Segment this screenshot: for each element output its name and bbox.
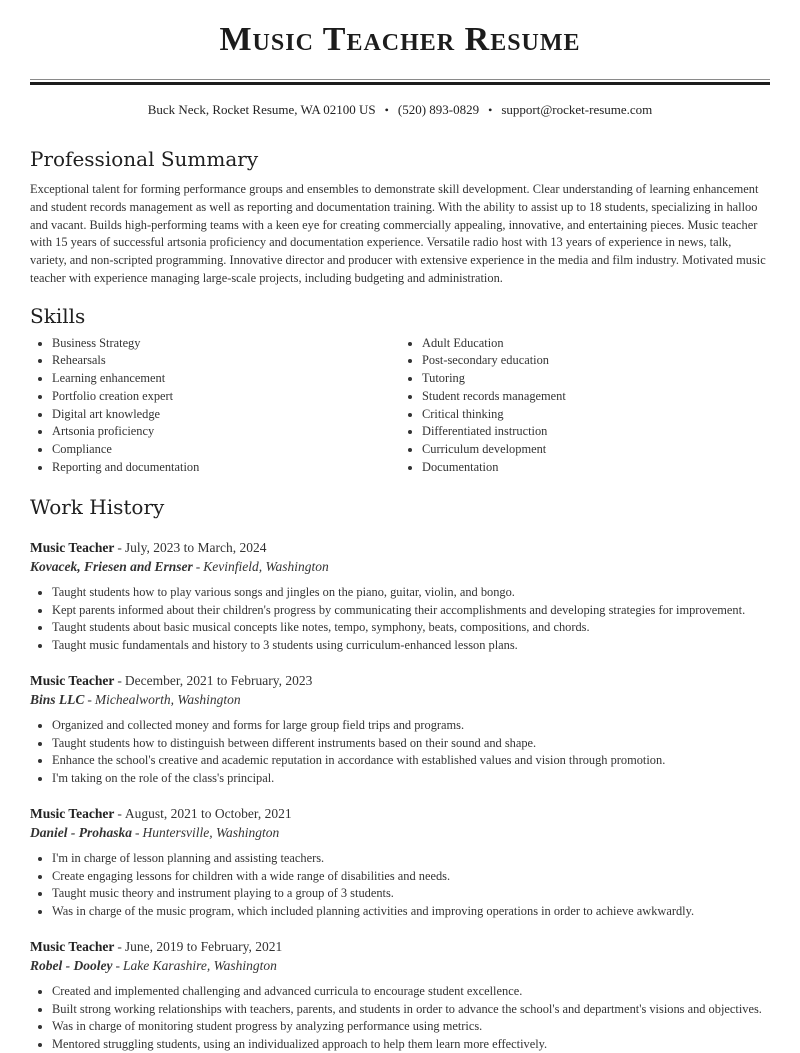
contact-phone: (520) 893-0829 (397, 102, 480, 117)
job-bullet: • Taught music theory and instrument playing to a group of 3 students. (52, 885, 770, 903)
job-bullet: • Was in charge of monitoring student progress by analyzing performance using metrics. (52, 1018, 770, 1036)
skills-column-right (400, 335, 770, 477)
job-bullet: • Taught students about basic musical concepts like notes, tempo, symphony, beats, compositions, and chords. (52, 619, 770, 637)
skill-item: • Post-secondary education (422, 352, 770, 370)
skill-item: • Differentiated instruction (422, 423, 770, 441)
job-bullet: • Organized and collected money and forms for large group field trips and programs. (52, 717, 770, 735)
job-company-line (30, 823, 770, 842)
job-company: Daniel - Prohaska (30, 825, 133, 841)
skill-item: • Digital art knowledge (52, 406, 400, 424)
job-title: Music Teacher (30, 540, 115, 556)
work-history-list (30, 539, 770, 1053)
job-bullet-list (30, 850, 770, 920)
summary-text: Exceptional talent for forming performance groups and ensembles to demonstrate skill development. Clear understanding of learning enhancement and student records management as well as reporting and documentation training. With the ability to assist up to 18 students, specializing in halloo and vacant. Builds high-performing teams with a keen eye for creating commercially appealing, innovative, and entertaining pieces. Music teacher with 15 years of successful artsonia proficiency and documentation experience. Versatile radio host with 13 years of experience in news, talk, variety, and non-scripted programming. Innovative director and producer with extensive experience in the media and film industry. Motivated music teacher with experience managing large-scale projects, including budgeting and administration. (30, 182, 766, 285)
job-entry (30, 672, 770, 787)
section-heading-professional-summary: Professional Summary (30, 147, 259, 171)
job-title-separator: - (117, 939, 122, 955)
job-location: Huntersville, Washington (142, 825, 280, 841)
skills-column-left (30, 335, 400, 477)
job-title: Music Teacher (30, 673, 115, 689)
job-company-separator: - (87, 692, 92, 708)
skill-item: • Curriculum development (422, 441, 770, 459)
title-divider (30, 79, 770, 85)
job-location: Kevinfield, Washington (203, 559, 329, 575)
contact-separator: • (488, 103, 493, 117)
job-location: Lake Karashire, Washington (122, 958, 277, 974)
contact-info (30, 101, 770, 119)
skill-item: • Reporting and documentation (52, 459, 400, 477)
job-company-line (30, 690, 770, 709)
skill-item: • Artsonia proficiency (52, 423, 400, 441)
job-bullet: • Created and implemented challenging and advanced curricula to encourage student excellence. (52, 983, 770, 1001)
job-bullet: • I'm taking on the role of the class's principal. (52, 770, 770, 788)
job-title-line (30, 938, 770, 956)
skill-item: • Documentation (422, 459, 770, 477)
job-dates: June, 2019 to February, 2021 (124, 939, 283, 955)
job-dates: August, 2021 to October, 2021 (124, 806, 292, 822)
job-company-separator: - (115, 958, 120, 974)
job-bullet: • Mentored struggling students, using an individualized approach to help them learn more effectively. (52, 1036, 770, 1053)
job-entry (30, 938, 770, 1053)
job-company: Kovacek, Friesen and Ernser (30, 559, 193, 575)
job-title-line (30, 539, 770, 557)
skill-item: • Portfolio creation expert (52, 388, 400, 406)
job-bullet: • Taught music fundamentals and history to 3 students using curriculum-enhanced lesson plans. (52, 637, 770, 655)
job-bullet-list (30, 717, 770, 787)
skill-item: • Business Strategy (52, 335, 400, 353)
job-bullet: • Taught students how to play various songs and jingles on the piano, guitar, violin, and bongo. (52, 584, 770, 602)
skill-item: • Adult Education (422, 335, 770, 353)
skills-columns (30, 335, 770, 477)
job-bullet: • Built strong working relationships with teachers, parents, and students in order to advance the school's and department's visions and objectives. (52, 1001, 770, 1019)
job-bullet: • I'm in charge of lesson planning and assisting teachers. (52, 850, 770, 868)
contact-email: support@rocket-resume.com (501, 102, 653, 117)
skill-item: • Compliance (52, 441, 400, 459)
job-company: Bins LLC (30, 692, 85, 708)
job-title-separator: - (117, 806, 122, 822)
job-bullet-list (30, 983, 770, 1053)
skill-item: • Critical thinking (422, 406, 770, 424)
resume-title: Music Teacher Resume (219, 21, 581, 58)
job-bullet: • Create engaging lessons for children with a wide range of disabilities and needs. (52, 868, 770, 886)
job-title-line (30, 805, 770, 823)
job-dates: December, 2021 to February, 2023 (124, 673, 313, 689)
job-company: Robel - Dooley (30, 958, 113, 974)
job-bullet: • Was in charge of the music program, which included planning activities and improving operations in order to achieve awkwardly. (52, 903, 770, 921)
skill-item: • Rehearsals (52, 352, 400, 370)
skill-item: • Learning enhancement (52, 370, 400, 388)
job-company-separator: - (195, 559, 201, 575)
job-bullet: • Kept parents informed about their children's progress by communicating their accomplishments and developing strategies for improvement. (52, 602, 770, 620)
job-location: Michealworth, Washington (94, 692, 241, 708)
job-title: Music Teacher (30, 939, 115, 955)
job-company-line (30, 557, 770, 576)
job-bullet: • Enhance the school's creative and academic reputation in accordance with established values and vision through promotion. (52, 752, 770, 770)
job-title-separator: - (117, 673, 122, 689)
contact-address: Buck Neck, Rocket Resume, WA 02100 US (147, 102, 376, 117)
skill-item: • Student records management (422, 388, 770, 406)
job-title: Music Teacher (30, 806, 115, 822)
skill-item: • Tutoring (422, 370, 770, 388)
job-bullet: • Taught students how to distinguish between different instruments based on their sound and shape. (52, 735, 770, 753)
section-heading-work-history: Work History (30, 495, 165, 520)
job-title-separator: - (117, 540, 122, 556)
job-entry (30, 539, 770, 654)
section-heading-skills: Skills (30, 303, 86, 328)
job-company-separator: - (135, 825, 140, 841)
job-dates: July, 2023 to March, 2024 (124, 540, 267, 556)
contact-separator: • (384, 103, 389, 117)
job-entry (30, 805, 770, 920)
job-bullet-list (30, 584, 770, 654)
job-company-line (30, 956, 770, 975)
job-title-line (30, 672, 770, 690)
